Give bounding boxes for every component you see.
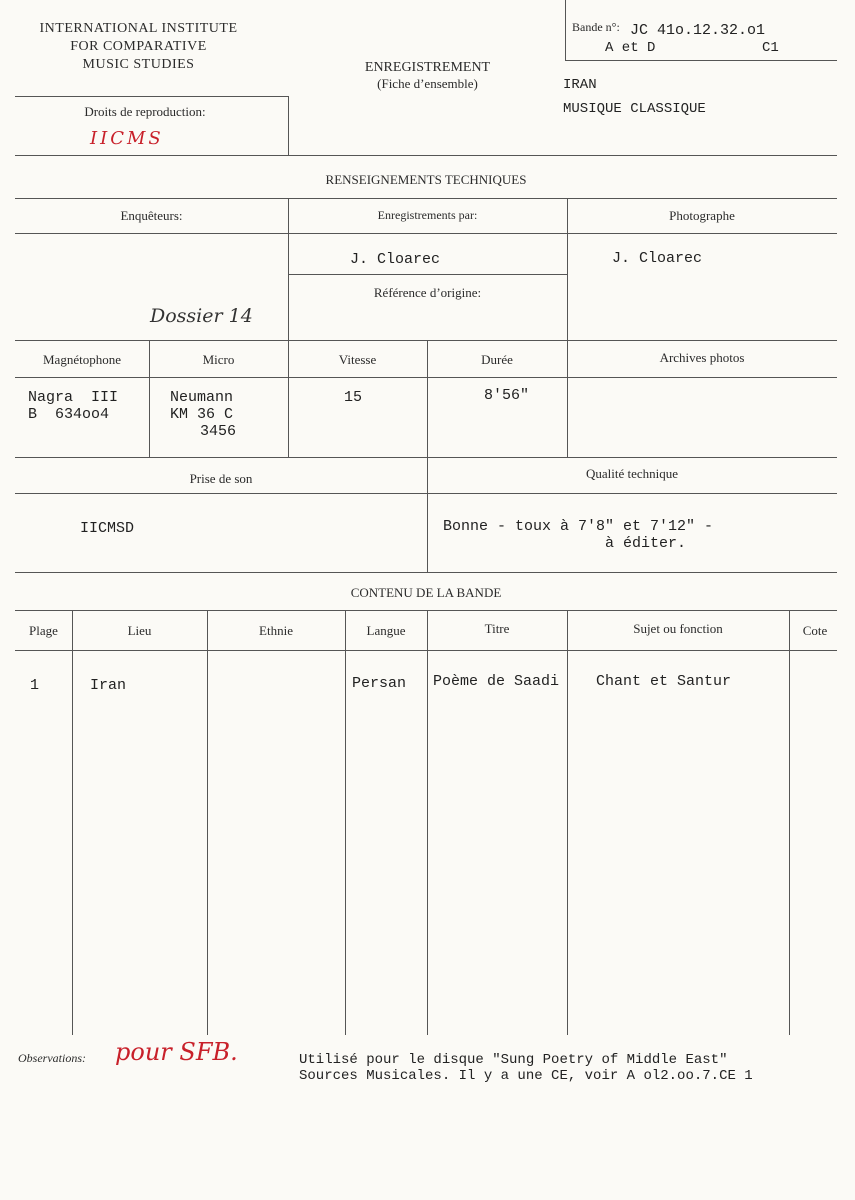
magnetophone-line: Nagra III: [28, 389, 119, 406]
bande-side: A et D: [605, 40, 656, 56]
bande-number: JC 41o.12.32.o1: [630, 22, 766, 39]
divider: [15, 572, 837, 573]
enregistrements-value: J. Cloarec: [350, 251, 441, 268]
form-title-main: ENREGISTREMENT: [364, 60, 491, 75]
qualite-value: [443, 518, 713, 552]
cell-lieu: Iran: [90, 677, 127, 694]
duree-label: Durée: [481, 352, 513, 367]
magnetophone-value: [28, 389, 118, 423]
reference-label: Référence d’origine:: [373, 285, 482, 300]
institute-name: [0, 20, 277, 74]
col-header-titre: Titre: [484, 621, 510, 636]
qualite-line: à éditer.: [605, 535, 687, 552]
divider: [15, 198, 837, 199]
cell-plage: 1: [30, 677, 40, 694]
divider: [15, 155, 837, 156]
divider: [288, 274, 567, 275]
observations-line: Utilisé pour le disque "Sung Poetry of Middle East": [299, 1052, 728, 1068]
bande-label: Bande n°:: [572, 20, 620, 34]
micro-line: Neumann: [170, 389, 234, 406]
divider: [15, 96, 288, 97]
divider: [15, 493, 837, 494]
qualite-line: Bonne - toux à 7'8" et 7'12" -: [443, 518, 714, 535]
micro-line: KM 36 C: [170, 406, 234, 423]
photographe-value: J. Cloarec: [612, 250, 703, 267]
bande-code: C1: [762, 40, 779, 56]
divider: [15, 457, 837, 458]
cell-sujet: Chant et Santur: [596, 673, 732, 690]
form-title: [340, 60, 515, 92]
prise-value: IICMSD: [80, 520, 135, 537]
dossier-note: Dossier 14: [150, 305, 253, 327]
col-header-ethnie: Ethnie: [259, 623, 293, 638]
col-header-sujet: Sujet ou fonction: [633, 621, 723, 636]
col-header-lieu: Lieu: [127, 623, 152, 638]
col-header-langue: Langue: [366, 623, 406, 638]
divider: [15, 610, 837, 611]
divider: [15, 650, 837, 651]
prise-label: Prise de son: [189, 471, 253, 486]
contenu-heading: CONTENU DE LA BANDE: [350, 585, 502, 600]
cell-langue: Persan: [352, 675, 407, 692]
institute-line: INTERNATIONAL INSTITUTE: [39, 21, 238, 36]
cell-titre: Poème de Saadi: [433, 673, 560, 690]
micro-line: 3456: [200, 423, 237, 440]
divider: [15, 233, 837, 234]
vitesse-label: Vitesse: [338, 352, 377, 367]
institute-line: MUSIC STUDIES: [82, 57, 195, 72]
droits-label: Droits de reproduction:: [84, 104, 206, 119]
observations-handwritten: pour SFB.: [115, 1038, 238, 1066]
divider: [72, 610, 73, 1035]
institute-line: FOR COMPARATIVE: [70, 39, 207, 54]
droits-value: IICMS: [90, 128, 164, 149]
enqueteurs-label: Enquêteurs:: [120, 208, 183, 223]
divider: [565, 0, 566, 60]
subject-country: IRAN: [563, 77, 597, 93]
divider: [567, 610, 568, 1035]
magnetophone-line: B 634oo4: [28, 406, 110, 423]
observations-text: [299, 1052, 753, 1084]
magnetophone-label: Magnétophone: [43, 352, 121, 367]
subject-genre: MUSIQUE CLASSIQUE: [563, 101, 706, 117]
divider: [789, 610, 790, 1035]
divider: [15, 340, 837, 341]
divider: [345, 610, 346, 1035]
divider: [427, 610, 428, 1035]
divider: [565, 60, 837, 61]
qualite-label: Qualité technique: [585, 466, 679, 481]
form-title-sub: (Fiche d’ensemble): [377, 76, 478, 91]
archives-label: Archives photos: [659, 350, 745, 365]
observations-label: Observations:: [18, 1051, 86, 1065]
micro-label: Micro: [202, 352, 235, 367]
divider: [207, 610, 208, 1035]
duree-value: 8'56": [484, 387, 530, 404]
col-header-plage: Plage: [29, 623, 58, 638]
tech-heading: RENSEIGNEMENTS TECHNIQUES: [325, 172, 527, 187]
vitesse-value: 15: [344, 389, 363, 406]
observations-line: Sources Musicales. Il y a une CE, voir A ol2.oo.7.CE 1: [299, 1068, 753, 1084]
col-header-cote: Cote: [802, 623, 828, 638]
micro-value: [170, 389, 236, 440]
divider: [15, 377, 837, 378]
enregistrements-label: Enregistrements par:: [377, 208, 478, 222]
photographe-label: Photographe: [669, 208, 735, 223]
